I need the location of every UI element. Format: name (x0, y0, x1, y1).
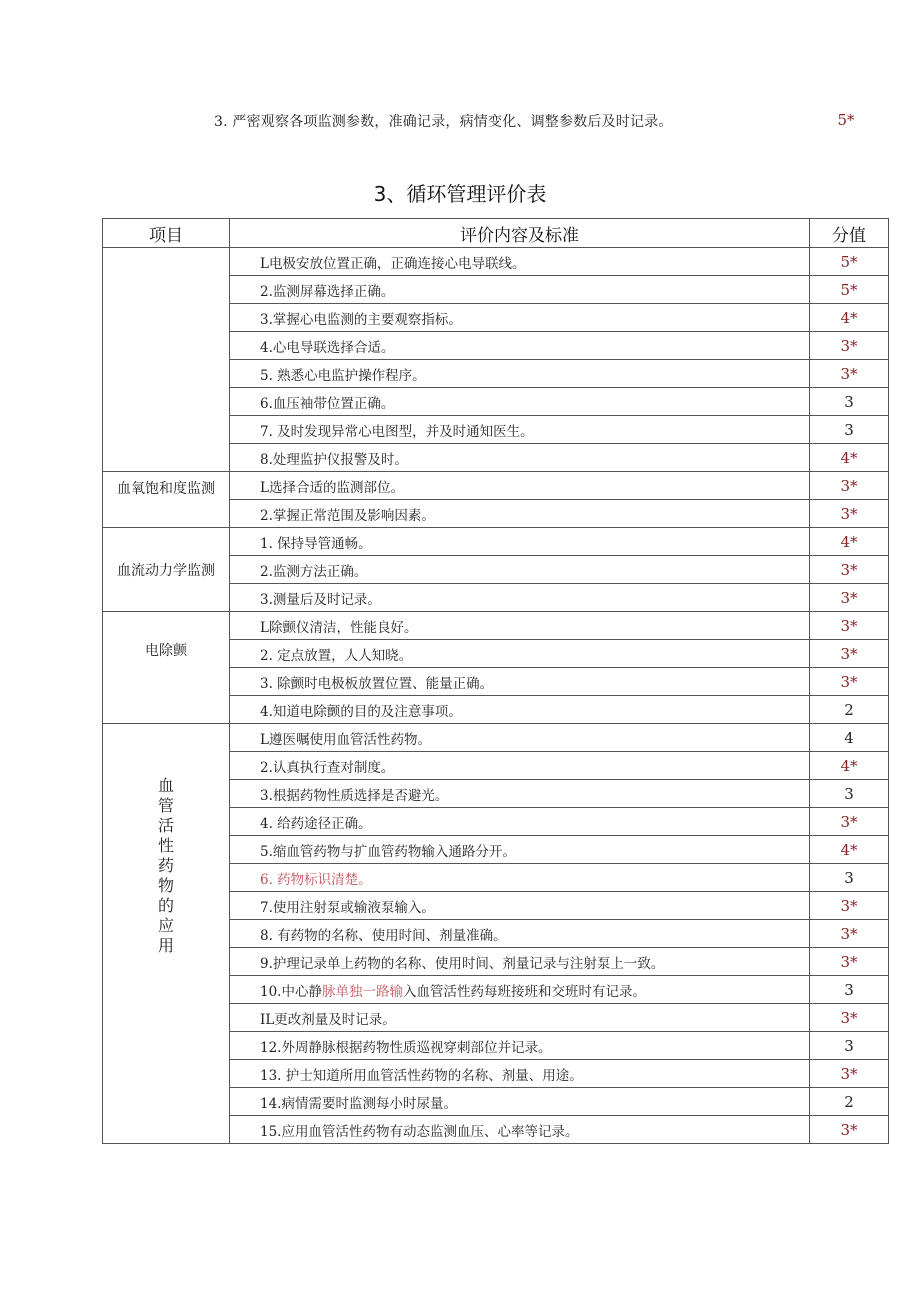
row-content: L选择合适的监测部位。 (230, 472, 810, 500)
row-content: 2.监测方法正确。 (230, 556, 810, 584)
row-content: IL更改剂量及时记录。 (230, 1004, 810, 1032)
row-content: 3.根据药物性质选择是否避光。 (230, 780, 810, 808)
row-score: 3* (810, 808, 889, 836)
row-score: 4* (810, 836, 889, 864)
row-score: 3* (810, 360, 889, 388)
table-row (103, 248, 889, 276)
row-content-part-b: 脉单独一路输 (321, 983, 403, 1000)
row-content: 6. 药物标识清楚。 (230, 864, 810, 892)
row-score: 4* (810, 528, 889, 556)
table-row (103, 612, 889, 640)
row-score: 3* (810, 640, 889, 668)
row-score: 3 (810, 780, 889, 808)
row-score: 3* (810, 668, 889, 696)
row-score: 3* (810, 1116, 889, 1144)
row-score: 3* (810, 948, 889, 976)
row-score: 3* (810, 500, 889, 528)
row-content: 4. 给药途径正确。 (230, 808, 810, 836)
row-content: 8. 有药物的名称、使用时间、剂量准确。 (230, 920, 810, 948)
row-score: 2 (810, 1088, 889, 1116)
row-content: 7. 及时发现异常心电图型，并及时通知医生。 (230, 416, 810, 444)
row-score: 5* (810, 276, 889, 304)
row-score: 3* (810, 332, 889, 360)
row-score: 4 (810, 724, 889, 752)
previous-item-score: 5* (837, 111, 855, 129)
row-score: 3* (810, 1060, 889, 1088)
row-score: 4* (810, 304, 889, 332)
row-content: 12.外周静脉根据药物性质巡视穿刺部位并记录。 (230, 1032, 810, 1060)
row-content: 3.掌握心电监测的主要观察指标。 (230, 304, 810, 332)
row-score: 4* (810, 444, 889, 472)
row-content: L除颤仪清洁，性能良好。 (230, 612, 810, 640)
previous-item-text: 3. 严密观察各项监测参数，准确记录，病情变化、调整参数后及时记录。 (214, 114, 673, 130)
row-score: 3* (810, 612, 889, 640)
header-item: 项目 (103, 219, 230, 248)
row-content: L电极安放位置正确，正确连接心电导联线。 (230, 248, 810, 276)
row-score: 3* (810, 892, 889, 920)
row-content: 3.测量后及时记录。 (230, 584, 810, 612)
group-ecg-cell (103, 248, 230, 472)
table-row (103, 528, 889, 556)
row-score: 3 (810, 416, 889, 444)
group-vaso-label: 血管活性药物的应用 (157, 776, 174, 955)
row-score: 5* (810, 248, 889, 276)
row-score: 3* (810, 472, 889, 500)
row-content-mixed (230, 976, 810, 1004)
row-content: 4.知道电除颤的目的及注意事项。 (230, 696, 810, 724)
header-content: 评价内容及标准 (230, 219, 810, 248)
group-defib-cell (103, 612, 230, 724)
row-score: 3* (810, 920, 889, 948)
row-content-part-c: 入血管活性药每班接班和交班时有记录。 (402, 983, 646, 1000)
evaluation-table (102, 218, 889, 1144)
table-row (103, 472, 889, 500)
row-content: 2.监测屏幕选择正确。 (230, 276, 810, 304)
row-content: L遵医嘱使用血管活性药物。 (230, 724, 810, 752)
row-content: 15.应用血管活性药物有动态监测血压、心率等记录。 (230, 1116, 810, 1144)
row-content: 5.缩血管药物与扩血管药物输入通路分开。 (230, 836, 810, 864)
row-score: 3 (810, 976, 889, 1004)
row-content: 2.掌握正常范围及影响因素。 (230, 500, 810, 528)
row-score: 2 (810, 696, 889, 724)
row-content: 7.使用注射泵或输液泵输入。 (230, 892, 810, 920)
group-vaso-cell (103, 724, 230, 1144)
page-title: 3、循环管理评价表 (373, 182, 547, 206)
row-content: 14.病情需要时监测每小时尿量。 (230, 1088, 810, 1116)
row-content: 2. 定点放置，人人知晓。 (230, 640, 810, 668)
row-content: 4.心电导联选择合适。 (230, 332, 810, 360)
row-score: 3 (810, 864, 889, 892)
row-score: 3 (810, 388, 889, 416)
row-score: 3* (810, 556, 889, 584)
table-row (103, 724, 889, 752)
group-defib-label: 电除颤 (145, 643, 187, 659)
table-header-row (103, 219, 889, 248)
row-score: 3* (810, 584, 889, 612)
row-score: 3* (810, 1004, 889, 1032)
row-content: 5. 熟悉心电监护操作程序。 (230, 360, 810, 388)
row-content: 8.处理监护仪报警及时。 (230, 444, 810, 472)
previous-section-last-item (0, 108, 920, 134)
row-content: 6.血压袖带位置正确。 (230, 388, 810, 416)
group-hemo-label: 血流动力学监测 (103, 528, 230, 612)
row-content: 2.认真执行查对制度。 (230, 752, 810, 780)
row-score: 3 (810, 1032, 889, 1060)
group-spo2-label: 血氧饱和度监测 (103, 472, 230, 528)
row-content-part-a: 10.中心静 (260, 983, 322, 1000)
row-content: 13. 护士知道所用血管活性药物的名称、剂量、用途。 (230, 1060, 810, 1088)
row-content: 1. 保持导管通畅。 (230, 528, 810, 556)
row-content: 3. 除颤时电极板放置位置、能量正确。 (230, 668, 810, 696)
header-score: 分值 (810, 219, 889, 248)
row-score: 4* (810, 752, 889, 780)
row-content: 9.护理记录单上药物的名称、使用时间、剂量记录与注射泵上一致。 (230, 948, 810, 976)
